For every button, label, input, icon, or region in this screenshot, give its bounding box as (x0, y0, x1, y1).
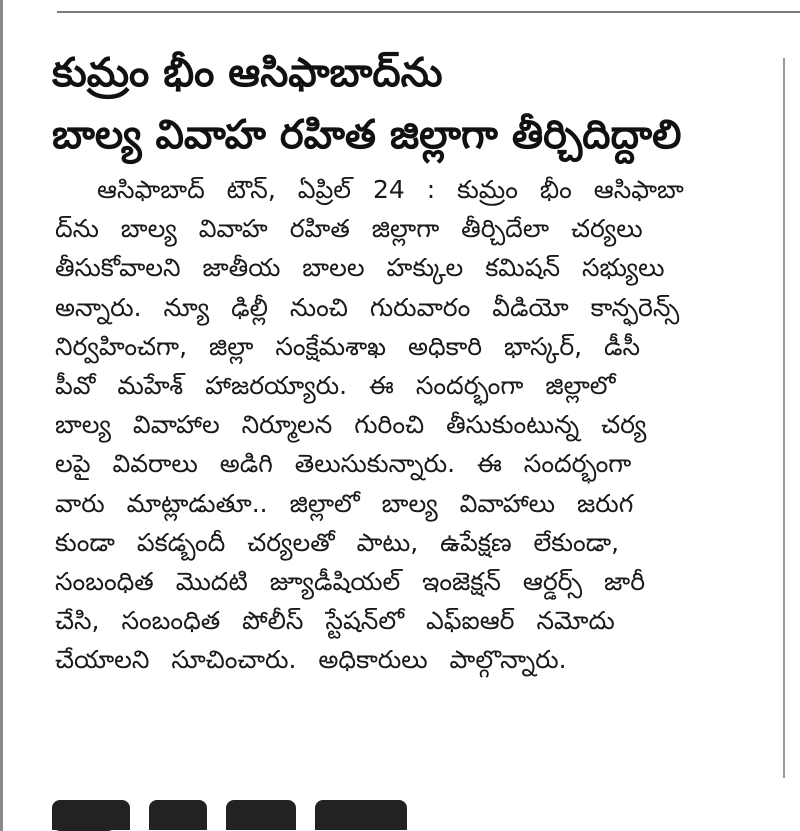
headline-line-2: బాల్య వివాహ రహిత జిల్లాగా తీర్చిదిద్దాలి (52, 112, 682, 158)
article-line: నిర్వహించగా, జిల్లా సంక్షేమశాఖ అధికారి భాస్కర్, డీసీ (55, 331, 641, 361)
cropped-word-shape (52, 800, 130, 830)
article-line: వారు మాట్లాడుతూ.. జిల్లాలో బాల్య వివాహాలు జరుగ (55, 488, 634, 518)
article-line: తీసుకోవాలని జాతీయ బాలల హక్కుల కమిషన్ సభ్యులు (55, 253, 665, 283)
column-top-rule (57, 11, 800, 13)
article-line: అన్నారు. న్యూ ఢిల్లీ నుంచి గురువారం వీడియో కాన్ఫరెన్స్ (55, 292, 680, 322)
cropped-word-shape (149, 800, 207, 830)
article-line: చేయాలని సూచించారు. అధికారులు పాల్గొన్నారు. (55, 645, 567, 675)
article-body (55, 170, 745, 680)
article-line: పీవో మహేశ్ హాజరయ్యారు. ఈ సందర్భంగా జిల్లాలో (55, 371, 616, 401)
article-line: చేసి, సంబంధిత పోలీస్ స్టేషన్‌లో ఎఫ్ఐఆర్ నమోదు (55, 606, 615, 636)
column-left-rule (0, 0, 3, 831)
headline-line-1: కుమ్రం భీం ఆసిఫాబాద్‌ను (52, 50, 443, 96)
article-line: ద్‌ను బాల్య వివాహ రహిత జిల్లాగా తీర్చిదేలా చర్యలు (55, 214, 643, 244)
article-line: బాల్య వివాహాల నిర్మూలన గురించి తీసుకుంటున్న చర్య (55, 410, 647, 440)
article-line: లపై వివరాలు అడిగి తెలుసుకున్నారు. ఈ సందర్భంగా (55, 449, 632, 479)
article-line: కుండా పకడ్బందీ చర్యలతో పాటు, ఉపేక్షణ లేకుండా, (55, 527, 620, 557)
column-right-rule (783, 58, 785, 778)
article-line: సంబంధిత మొదటి జ్యూడీషియల్ ఇంజెక్షన్ ఆర్డర్స్ జారీ (55, 567, 646, 597)
next-article-headline-cropped (52, 800, 482, 831)
cropped-word-shape (315, 800, 407, 830)
article-line: ఆసిఫాబాద్ టౌన్, ఏప్రిల్ 24 : కుమ్రం భీం ఆసిఫాబా (97, 175, 684, 204)
cropped-word-shape (226, 800, 296, 830)
